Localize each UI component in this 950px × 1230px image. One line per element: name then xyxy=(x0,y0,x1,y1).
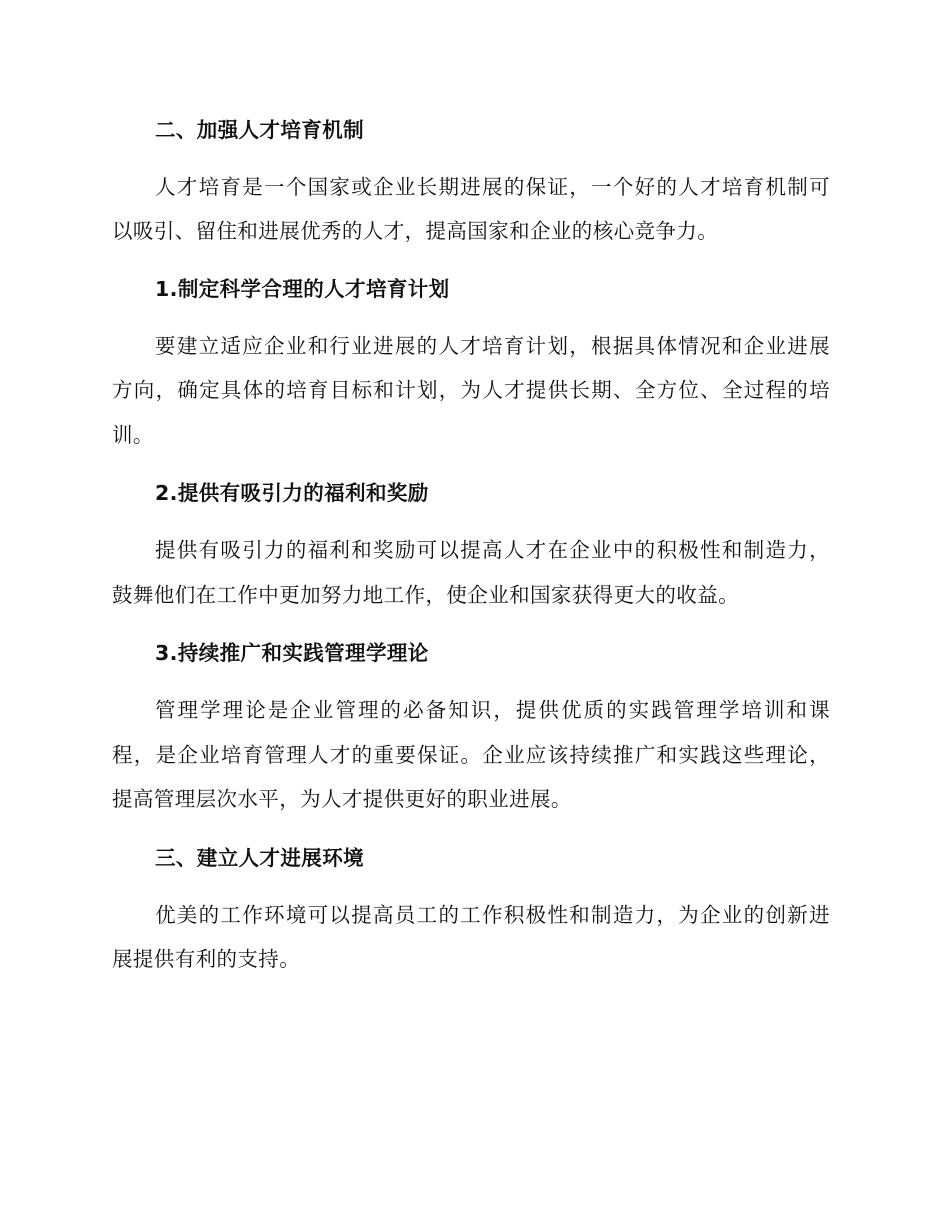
paragraph-line: 提高管理层次水平，为人才提供更好的职业进展。 xyxy=(112,787,572,811)
subsection-heading: 1.制定科学合理的人才培育计划 xyxy=(155,277,450,301)
section-heading: 二、加强人才培育机制 xyxy=(155,118,364,142)
paragraph-line: 以吸引、留住和进展优秀的人才，提高国家和企业的核心竞争力。 xyxy=(112,219,719,243)
paragraph-line: 优美的工作环境可以提高员工的工作积极性和制造力，为企业的创新进 xyxy=(155,903,830,927)
paragraph-line: 鼓舞他们在工作中更加努力地工作，使企业和国家获得更大的收益。 xyxy=(112,583,739,607)
paragraph-line: 提供有吸引力的福利和奖励可以提高人才在企业中的积极性和制造力， xyxy=(155,538,830,562)
paragraph-line: 训。 xyxy=(112,423,154,447)
paragraph-line: 人才培育是一个国家或企业长期进展的保证，一个好的人才培育机制可 xyxy=(155,175,830,199)
section-heading: 三、建立人才进展环境 xyxy=(155,846,364,870)
paragraph-line: 要建立适应企业和行业进展的人才培育计划，根据具体情况和企业进展 xyxy=(155,334,830,358)
subsection-heading: 3.持续推广和实践管理学理论 xyxy=(155,641,429,665)
subsection-heading: 2.提供有吸引力的福利和奖励 xyxy=(155,481,429,505)
paragraph-line: 程，是企业培育管理人才的重要保证。企业应该持续推广和实践这些理论， xyxy=(112,743,830,767)
paragraph-line: 管理学理论是企业管理的必备知识，提供优质的实践管理学培训和课 xyxy=(155,698,830,722)
paragraph-line: 方向，确定具体的培育目标和计划，为人才提供长期、全方位、全过程的培 xyxy=(112,378,830,402)
paragraph-line: 展提供有利的支持。 xyxy=(112,947,301,971)
